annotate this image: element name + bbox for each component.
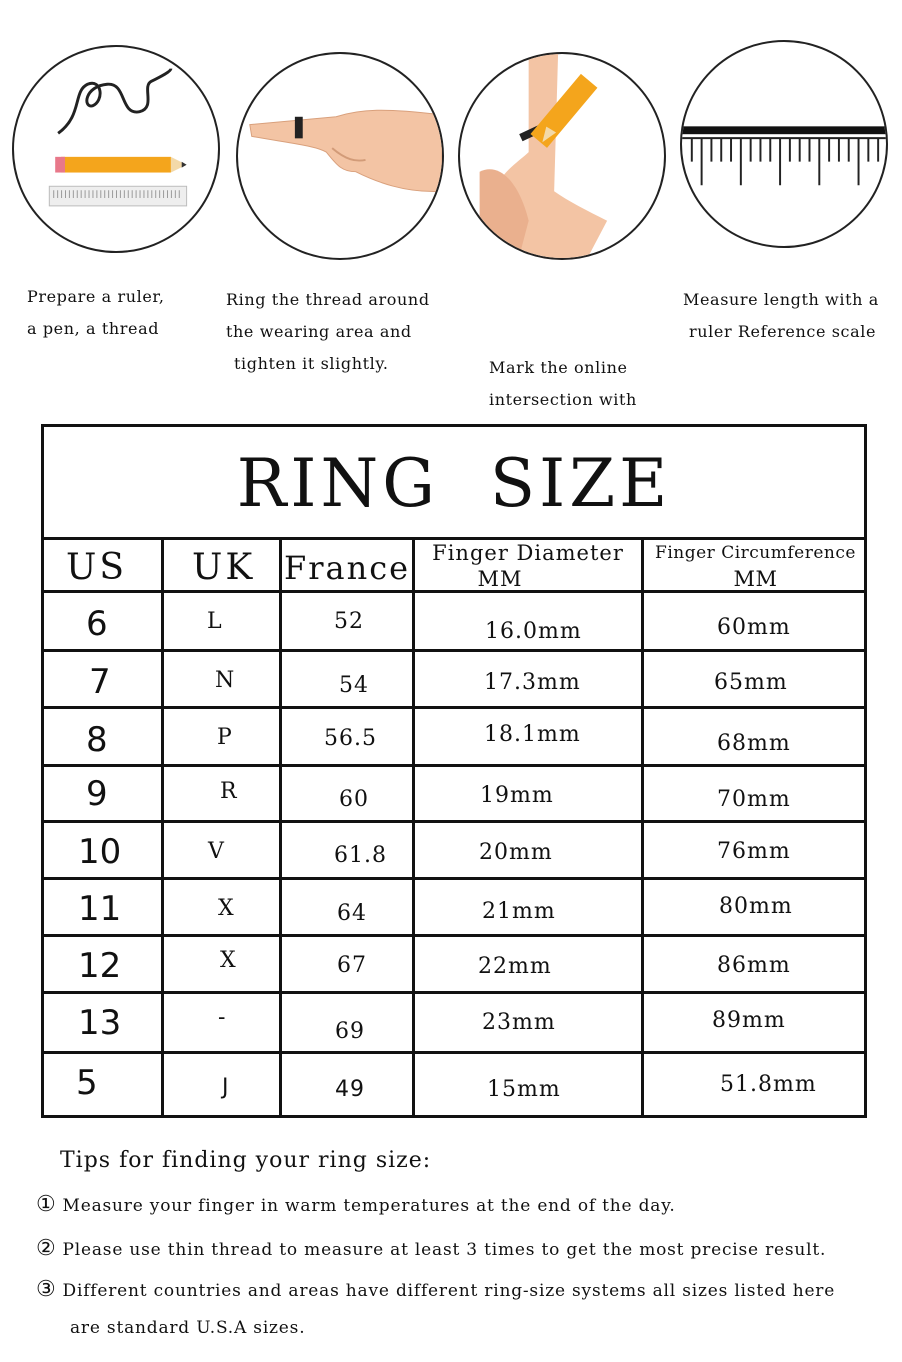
- finger-diameter: 17.3mm: [484, 670, 581, 695]
- pencil-marking-thread-icon: [460, 54, 664, 258]
- caption-line: Ring the thread around: [226, 290, 430, 309]
- column-divider: [412, 540, 415, 1115]
- finger-diameter: 16.0mm: [485, 619, 582, 644]
- tip-number: ②: [36, 1236, 57, 1261]
- finger-diameter: 22mm: [478, 954, 552, 979]
- header-diameter-line2: MM: [477, 567, 523, 591]
- uk-size: V: [208, 839, 225, 864]
- row-divider: [44, 649, 864, 652]
- uk-size: R: [220, 779, 238, 804]
- us-size: 5: [76, 1063, 98, 1103]
- uk-size: X: [220, 948, 237, 973]
- france-size: 67: [337, 953, 367, 978]
- uk-size: N: [215, 668, 236, 693]
- step1-caption: [27, 281, 165, 345]
- table-title: RING SIZE: [44, 427, 864, 540]
- finger-diameter: 23mm: [482, 1010, 556, 1035]
- us-size: 7: [89, 662, 111, 702]
- france-size: 60: [339, 787, 369, 812]
- uk-size: -: [218, 1005, 227, 1030]
- finger-circumference: 51.8mm: [720, 1072, 817, 1097]
- uk-size: L: [207, 609, 223, 634]
- france-size: 56.5: [324, 726, 377, 751]
- row-divider: [44, 706, 864, 709]
- finger-diameter: 15mm: [487, 1077, 561, 1102]
- caption-line: tighten it slightly.: [234, 354, 389, 373]
- row-divider: [44, 991, 864, 994]
- caption-line: the wearing area and: [226, 322, 412, 341]
- tip-number: ①: [36, 1192, 57, 1217]
- tip-item: [36, 1192, 676, 1217]
- france-size: 49: [335, 1077, 365, 1102]
- uk-size: J: [222, 1075, 230, 1100]
- header-us: US: [66, 547, 128, 588]
- finger-diameter: 21mm: [482, 899, 556, 924]
- finger-circumference: 65mm: [714, 670, 788, 695]
- finger-circumference: 89mm: [712, 1008, 786, 1033]
- finger-circumference: 68mm: [717, 731, 791, 756]
- us-size: 8: [86, 720, 108, 760]
- us-size: 13: [78, 1003, 122, 1043]
- finger-circumference: 76mm: [717, 839, 791, 864]
- france-size: 52: [334, 609, 364, 634]
- france-size: 69: [335, 1019, 365, 1044]
- row-divider: [44, 820, 864, 823]
- column-divider: [641, 540, 644, 1115]
- step1-illustration: [12, 45, 220, 253]
- us-size: 9: [86, 774, 108, 814]
- us-size: 6: [86, 604, 108, 644]
- tip-text-continued: are standard U.S.A sizes.: [70, 1318, 306, 1338]
- caption-line: Measure length with a: [683, 290, 879, 309]
- caption-line: Prepare a ruler,: [27, 287, 165, 306]
- tip-item: [36, 1236, 826, 1261]
- uk-size: X: [218, 896, 235, 921]
- finger-circumference: 70mm: [717, 787, 791, 812]
- france-size: 54: [339, 673, 369, 698]
- finger-circumference: 86mm: [717, 953, 791, 978]
- column-divider: [279, 540, 282, 1115]
- uk-size: P: [217, 725, 233, 750]
- header-circumference-line1: Finger Circumference: [655, 543, 856, 563]
- france-size: 61.8: [334, 843, 387, 868]
- step3-illustration: [458, 52, 666, 260]
- header-circumference: [644, 540, 867, 592]
- finger-diameter: 20mm: [479, 840, 553, 865]
- header-france: France: [284, 549, 411, 587]
- row-divider: [44, 764, 864, 767]
- caption-line: a pen, a thread: [27, 319, 160, 338]
- caption-line: intersection with: [489, 390, 637, 409]
- step3-caption: [489, 352, 637, 416]
- step4-illustration: [680, 40, 888, 248]
- us-size: 11: [78, 889, 122, 929]
- tip-item: [36, 1277, 835, 1302]
- header-diameter: [415, 540, 641, 592]
- finger-circumference: 60mm: [717, 615, 791, 640]
- us-size: 12: [78, 946, 122, 986]
- caption-line: Mark the online: [489, 358, 628, 377]
- tip-text: Measure your finger in warm temperatures at the end of the day.: [62, 1196, 676, 1216]
- column-divider: [161, 540, 164, 1115]
- ring-size-table: [41, 424, 867, 1118]
- tips-title: Tips for finding your ring size:: [60, 1148, 432, 1173]
- row-divider: [44, 934, 864, 937]
- tip-number: ③: [36, 1277, 57, 1302]
- hand-with-thread-icon: [238, 54, 442, 258]
- us-size: 10: [78, 832, 122, 872]
- finger-circumference: 80mm: [719, 894, 793, 919]
- step2-illustration: [236, 52, 444, 260]
- row-divider: [44, 877, 864, 880]
- finger-diameter: 19mm: [480, 783, 554, 808]
- step4-caption: [683, 284, 879, 348]
- tip-text: Please use thin thread to measure at least 3 times to get the most precise result.: [62, 1240, 827, 1260]
- row-divider: [44, 1051, 864, 1054]
- header-uk: UK: [192, 547, 256, 588]
- ruler-scale-icon: [682, 42, 886, 246]
- france-size: 64: [337, 901, 367, 926]
- finger-diameter: 18.1mm: [484, 722, 581, 747]
- header-circumference-line2: MM: [733, 567, 778, 591]
- thread-pencil-ruler-icon: [14, 47, 218, 251]
- step2-caption: [226, 284, 430, 380]
- header-diameter-line1: Finger Diameter: [432, 541, 624, 565]
- tip-text: Different countries and areas have different ring-size systems all sizes listed here: [62, 1281, 836, 1301]
- caption-line: ruler Reference scale: [689, 322, 877, 341]
